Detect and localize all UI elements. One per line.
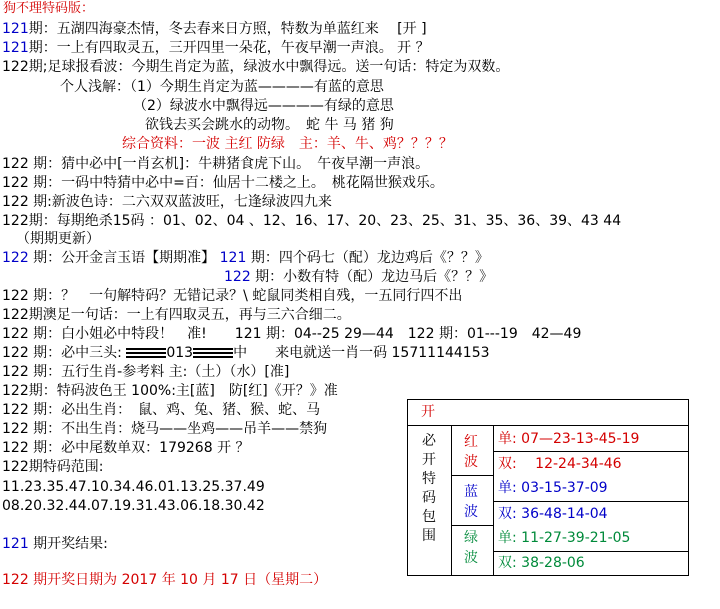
issue-number: 121 xyxy=(2,40,29,56)
issue-number: 121 xyxy=(219,250,247,266)
wave-grid-box xyxy=(407,399,689,576)
line-no-zodiac: 122 期：不出生肖：烧马——坐鸡——吊羊——禁狗 xyxy=(2,421,328,437)
line-range-row-1: 11.23.35.47.10.34.46.01.13.25.37.49 xyxy=(2,479,265,495)
line-animal-hint: 欲钱去买会跳水的动物。 蛇 牛 马 猪 狗 xyxy=(145,117,394,133)
line-personal-note-2: （2）绿波水中飘得远————有绿的意思 xyxy=(133,98,394,114)
line-updated-note: （期期更新） xyxy=(16,231,100,247)
blue-even-numbers: 双: 36-48-14-04 xyxy=(498,506,608,522)
line-text: 期：公开金言玉语【期期准】 xyxy=(28,250,216,266)
line-football-report: 122期;足球报看波：今期生肖定为蓝，绿波水中飘得远。送一句话：特定为双数。 xyxy=(2,59,510,75)
green-even-numbers: 双: 38-28-06 xyxy=(498,555,585,571)
line-text: 中 来电就送一肖一码 15711144153 xyxy=(233,345,490,361)
line-tail-number: 122 期：必中尾数单双：179268 开 ？ xyxy=(2,440,250,456)
line-121-result xyxy=(2,535,108,553)
line-draw-date: 122 期开奖日期为 2017 年 10 月 17 日（星期二） xyxy=(2,572,328,588)
line-range-row-2: 08.20.32.44.07.19.31.43.06.18.30.42 xyxy=(2,498,265,514)
line-wave-king: 122期：特码波色王 100%:主[蓝] 防[红]《开？》准 xyxy=(2,383,338,399)
line-121-riddle-2 xyxy=(2,39,430,57)
issue-number: 122 xyxy=(224,269,251,285)
line-five-elements: 122 期：五行生肖-参考料 主:（土）（水）[准] xyxy=(2,364,290,380)
line-wave-poem: 122 期:新波色诗：二六双双蓝波旺，七逢绿波四九来 xyxy=(2,194,332,210)
line-golden-words xyxy=(2,249,489,267)
line-macau-football: 122期澳足一句话：一上有四取灵五，再与三六合细二。 xyxy=(2,307,351,323)
line-range-title: 122期特码范围: xyxy=(2,459,104,475)
line-one-code: 122 期：一码中特猜中必中=百：仙居十二楼之上。 桃花隔世猴戏乐。 xyxy=(2,175,444,191)
line-text: 期：五湖四海豪杰情，冬去春来日方照，特数为单蓝红来 [开 ] xyxy=(28,21,427,37)
line-zodiac-riddle: 122 期：猜中必中[一肖玄机]：牛耕猪食虎下山。 午夜早潮一声浪。 xyxy=(2,156,430,172)
bars-decoration xyxy=(126,346,166,360)
line-small-number xyxy=(224,268,493,286)
green-wave-label: 绿波 xyxy=(464,530,478,566)
blue-wave-label: 蓝波 xyxy=(464,484,478,520)
line-text: 期：一上有四取灵五，三开四里一朵花，午夜早潮一声浪。 开 ？ xyxy=(28,40,430,56)
line-text: 期：小数有特（配）龙边马后《？？》 xyxy=(250,269,494,285)
line-kill-numbers: 122期：每期绝杀15码 ：01、02、04 、12、16、17、20、23、25、31、35、36、39、43 44 xyxy=(2,213,622,229)
issue-number: 121 xyxy=(2,21,29,37)
red-even-numbers: 双: 12-24-34-46 xyxy=(498,456,622,472)
box-header: 开 xyxy=(421,404,435,420)
line-text: 期开奖结果: xyxy=(28,536,108,552)
page-title: 狗不理特码版： xyxy=(3,1,95,16)
box-side-label: 必开特码包围 xyxy=(422,433,436,544)
red-wave-label: 红波 xyxy=(464,434,478,470)
divider xyxy=(494,501,688,502)
divider xyxy=(494,551,688,552)
box-header-row xyxy=(408,400,688,426)
blue-odd-numbers: 单: 03-15-37-09 xyxy=(498,480,608,496)
issue-number: 121 xyxy=(2,536,29,552)
bars-decoration xyxy=(193,346,233,360)
line-text: 122 期：必中三头: xyxy=(2,345,122,361)
divider xyxy=(494,451,688,452)
red-odd-numbers: 单: 07—23-13-45-19 xyxy=(498,431,640,447)
line-personal-note-1: 个人浅解：（1）今期生肖定为蓝————有蓝的意思 xyxy=(60,79,384,95)
line-summary: 综合资料：一波 主红 防绿 主：羊、牛、鸡？？？？ xyxy=(122,136,453,152)
line-three-heads xyxy=(2,344,490,362)
line-one-sentence: 122 期：？ 一句解特码？无错记录？\ 蛇鼠同类相自残，一五同行四不出 xyxy=(2,288,463,304)
heads-value: 013 xyxy=(166,345,194,361)
line-121-riddle-1 xyxy=(2,20,427,38)
issue-number: 122 xyxy=(2,250,29,266)
green-odd-numbers: 单: 11-27-39-21-05 xyxy=(498,530,631,546)
line-segment: 122 期：白小姐必中特段！ 准! 121 期：04--25 29—44 122 期：01---19 42—49 xyxy=(2,326,582,342)
line-text: 期：四个码七（配）龙边鸡后《？？》 xyxy=(246,250,489,266)
line-must-zodiac: 122 期：必出生肖： 鼠、鸡、兔、猪、猴、蛇、马 xyxy=(2,402,321,418)
